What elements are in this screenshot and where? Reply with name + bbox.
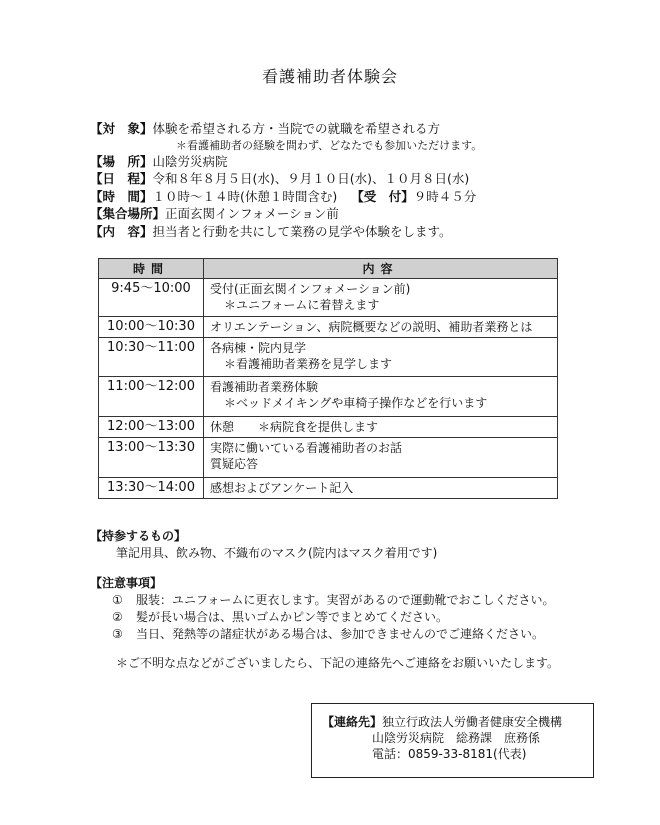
page-title: 看護補助者体験会: [261, 67, 398, 86]
row-content: [204, 417, 558, 438]
row-content: [204, 478, 558, 499]
row-main: 各病棟・院内見学: [210, 341, 307, 355]
content-row: [90, 223, 570, 241]
place-label: 【場 所】: [90, 153, 153, 169]
row-sub: 質疑応答: [210, 457, 259, 471]
table-header-row: [99, 259, 558, 279]
target-label: 【対 象】: [90, 121, 153, 136]
closing-note: ＊ご不明な点などがございましたら、下記の連絡先へご連絡をお願いいたします。: [116, 656, 560, 670]
target-note: ＊看護補助者の経験を問わず、どなたでも参加いただけます。: [176, 138, 483, 152]
bring-heading: 【持参するもの】: [90, 529, 187, 543]
row-main: オリエンテーション、病院概要などの説明、補助者業務とは: [210, 320, 533, 334]
row-main: 受付(正面玄関インフォメーション前): [210, 282, 411, 296]
row-main: 休憩 ＊病院食を提供します: [210, 420, 379, 434]
time-value: １０時～１４時(休憩１時間含む): [152, 188, 338, 204]
row-sub: ＊ユニフォームに着替えます: [224, 298, 380, 312]
place-row: [90, 153, 570, 171]
notes-heading: 【注意事項】: [90, 576, 163, 590]
header-content: 内容: [204, 259, 558, 279]
row-content: [204, 317, 558, 338]
time-label: 【時 間】: [90, 188, 153, 204]
schedule-table: [98, 258, 558, 499]
row-time: 13:00～13:30: [99, 438, 204, 478]
meeting-row: [90, 205, 570, 223]
target-value: 体験を希望される方・当院での就職を希望される方: [152, 121, 441, 136]
row-sub: ＊ベッドメイキングや車椅子操作などを行います: [224, 396, 488, 410]
row-time: 10:30～11:00: [99, 338, 204, 377]
row-content: [204, 377, 558, 417]
place-value: 山陰労災病院: [152, 153, 228, 169]
row-time: 9:45～10:00: [99, 279, 204, 317]
item-number: ②: [112, 610, 123, 624]
row-time: 11:00～12:00: [99, 377, 204, 417]
time-row: [90, 188, 570, 206]
table-row: [99, 438, 558, 478]
bring-section: [90, 528, 437, 562]
table-row: [99, 317, 558, 338]
item-text: 髪が長い場合は、黒いゴムかピン等でまとめてください。: [136, 610, 449, 624]
item-text: 当日、発熱等の諸症状がある場合は、参加できませんのでご連絡ください。: [136, 627, 545, 641]
header-time: 時間: [99, 259, 204, 279]
row-content: [204, 438, 558, 478]
row-time: 13:30～14:00: [99, 478, 204, 499]
row-content: [204, 338, 558, 377]
event-info: [90, 120, 570, 240]
contact-phone: 電話：0859-33-8181(代表): [372, 747, 527, 761]
contact-box: [311, 703, 594, 778]
table-row: [99, 478, 558, 499]
row-time: 12:00～13:00: [99, 417, 204, 438]
list-item: [90, 626, 554, 643]
table-row: [99, 338, 558, 377]
row-main: 実際に働いている看護補助者のお話: [210, 441, 403, 455]
list-item: [90, 592, 554, 609]
reception-label: 【受 付】: [351, 188, 414, 204]
meeting-value: 正面玄関インフォメーション前: [165, 206, 339, 221]
row-time: 10:00～10:30: [99, 317, 204, 338]
table-row: [99, 417, 558, 438]
table-row: [99, 377, 558, 417]
date-row: [90, 170, 570, 188]
content-value: 担当者と行動を共にして業務の見学や体験をします。: [152, 223, 452, 239]
content-label: 【内 容】: [90, 223, 153, 239]
row-main: 感想およびアンケート記入: [210, 481, 354, 495]
row-main: 看護補助者業務体験: [210, 380, 319, 394]
contact-dept: 山陰労災病院 総務課 庶務係: [372, 731, 541, 745]
meeting-label: 【集合場所】: [90, 206, 166, 221]
notes-section: [90, 575, 554, 643]
contact-label: 【連絡先】: [322, 715, 383, 729]
date-value: 令和８年８月５日(水)、９月１０日(水)、１０月８日(水): [152, 171, 470, 186]
target-row: [90, 120, 570, 138]
row-sub: ＊看護補助者業務を見学します: [224, 357, 393, 371]
item-number: ③: [112, 627, 123, 641]
contact-org-line: [322, 714, 583, 730]
date-label: 【日 程】: [90, 171, 153, 186]
contact-org: 独立行政法人労働者健康安全機構: [382, 715, 563, 729]
item-number: ①: [112, 593, 123, 607]
list-item: [90, 609, 554, 626]
item-text: 服装：ユニフォームに更衣します。実習があるので運動靴でおこしください。: [136, 593, 555, 607]
bring-text: 筆記用具、飲み物、不織布のマスク(院内はマスク着用です): [116, 546, 438, 560]
table-row: [99, 279, 558, 317]
reception-value: ９時４５分: [413, 188, 477, 204]
row-content: [204, 279, 558, 317]
